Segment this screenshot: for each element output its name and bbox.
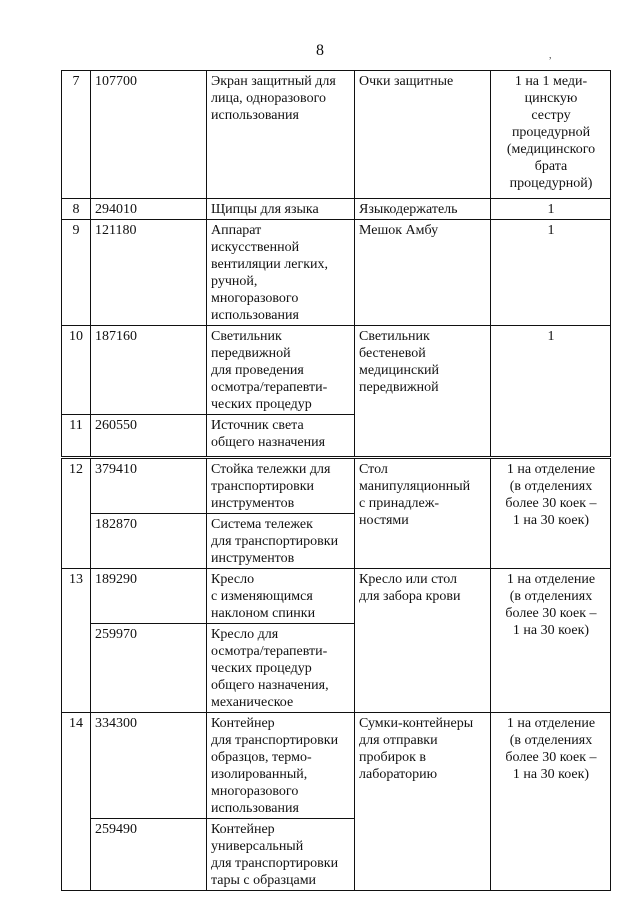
item-code: 189290 [91,569,207,624]
table-row [62,569,611,624]
item-name: Кресло для осмотра/терапевти- ческих процедур общего назначения, механическое [207,624,355,713]
row-number: 12 [62,458,91,569]
item-code: 107700 [91,71,207,199]
quantity: 1 [491,220,611,326]
row-number: 11 [62,415,91,458]
quantity: 1 на отделение (в отделениях более 30 коек – 1 на 30 коек) [491,713,611,891]
tool-name: Кресло или стол для забора крови [355,569,491,713]
tool-name: Светильник бестеневой медицинский передвижной [355,326,491,458]
item-name: Контейнер универсальный для транспортировки тары с образцами [207,819,355,891]
tool-name: Очки защитные [355,71,491,199]
row-number: 9 [62,220,91,326]
row-number: 13 [62,569,91,713]
row-number: 10 [62,326,91,415]
tool-name: Сумки-контейнеры для отправки пробирок в лабораторию [355,713,491,891]
table-row [62,199,611,220]
tool-name: Мешок Амбу [355,220,491,326]
item-code: 121180 [91,220,207,326]
corner-mark: , [549,50,552,61]
item-name: Щипцы для языка [207,199,355,220]
item-code: 379410 [91,458,207,514]
item-name: Стойка тележки для транспортировки инструментов [207,458,355,514]
item-name: Аппарат искусственной вентиляции легких, ручной, многоразового использования [207,220,355,326]
tool-name: Языкодержатель [355,199,491,220]
table-row [62,458,611,514]
row-number: 7 [62,71,91,199]
item-name: Система тележек для транспортировки инструментов [207,514,355,569]
item-name: Светильник передвижной для проведения осмотра/терапевти- ческих процедур [207,326,355,415]
tool-name: Стол манипуляционный с принадлеж- ностями [355,458,491,569]
quantity: 1 на 1 меди- цинскую сестру процедурной (медицинского брата процедурной) [491,71,611,199]
table-row [62,326,611,415]
table-row [62,713,611,819]
table-row [62,220,611,326]
item-name: Экран защитный для лица, одноразового использования [207,71,355,199]
row-number: 14 [62,713,91,891]
quantity: 1 [491,326,611,458]
item-code: 187160 [91,326,207,415]
item-name: Кресло с изменяющимся наклоном спинки [207,569,355,624]
item-code: 294010 [91,199,207,220]
row-number: 8 [62,199,91,220]
item-name: Источник света общего назначения [207,415,355,458]
quantity: 1 на отделение (в отделениях более 30 коек – 1 на 30 коек) [491,569,611,713]
table-row [62,71,611,199]
quantity: 1 на отделение (в отделениях более 30 коек – 1 на 30 коек) [491,458,611,569]
item-code: 260550 [91,415,207,458]
quantity: 1 [491,199,611,220]
item-name: Контейнер для транспортировки образцов, термо- изолированный, многоразового использования [207,713,355,819]
page-number: 8 [316,42,324,59]
item-code: 259490 [91,819,207,891]
item-code: 182870 [91,514,207,569]
item-code: 259970 [91,624,207,713]
item-code: 334300 [91,713,207,819]
equipment-table [61,70,611,891]
